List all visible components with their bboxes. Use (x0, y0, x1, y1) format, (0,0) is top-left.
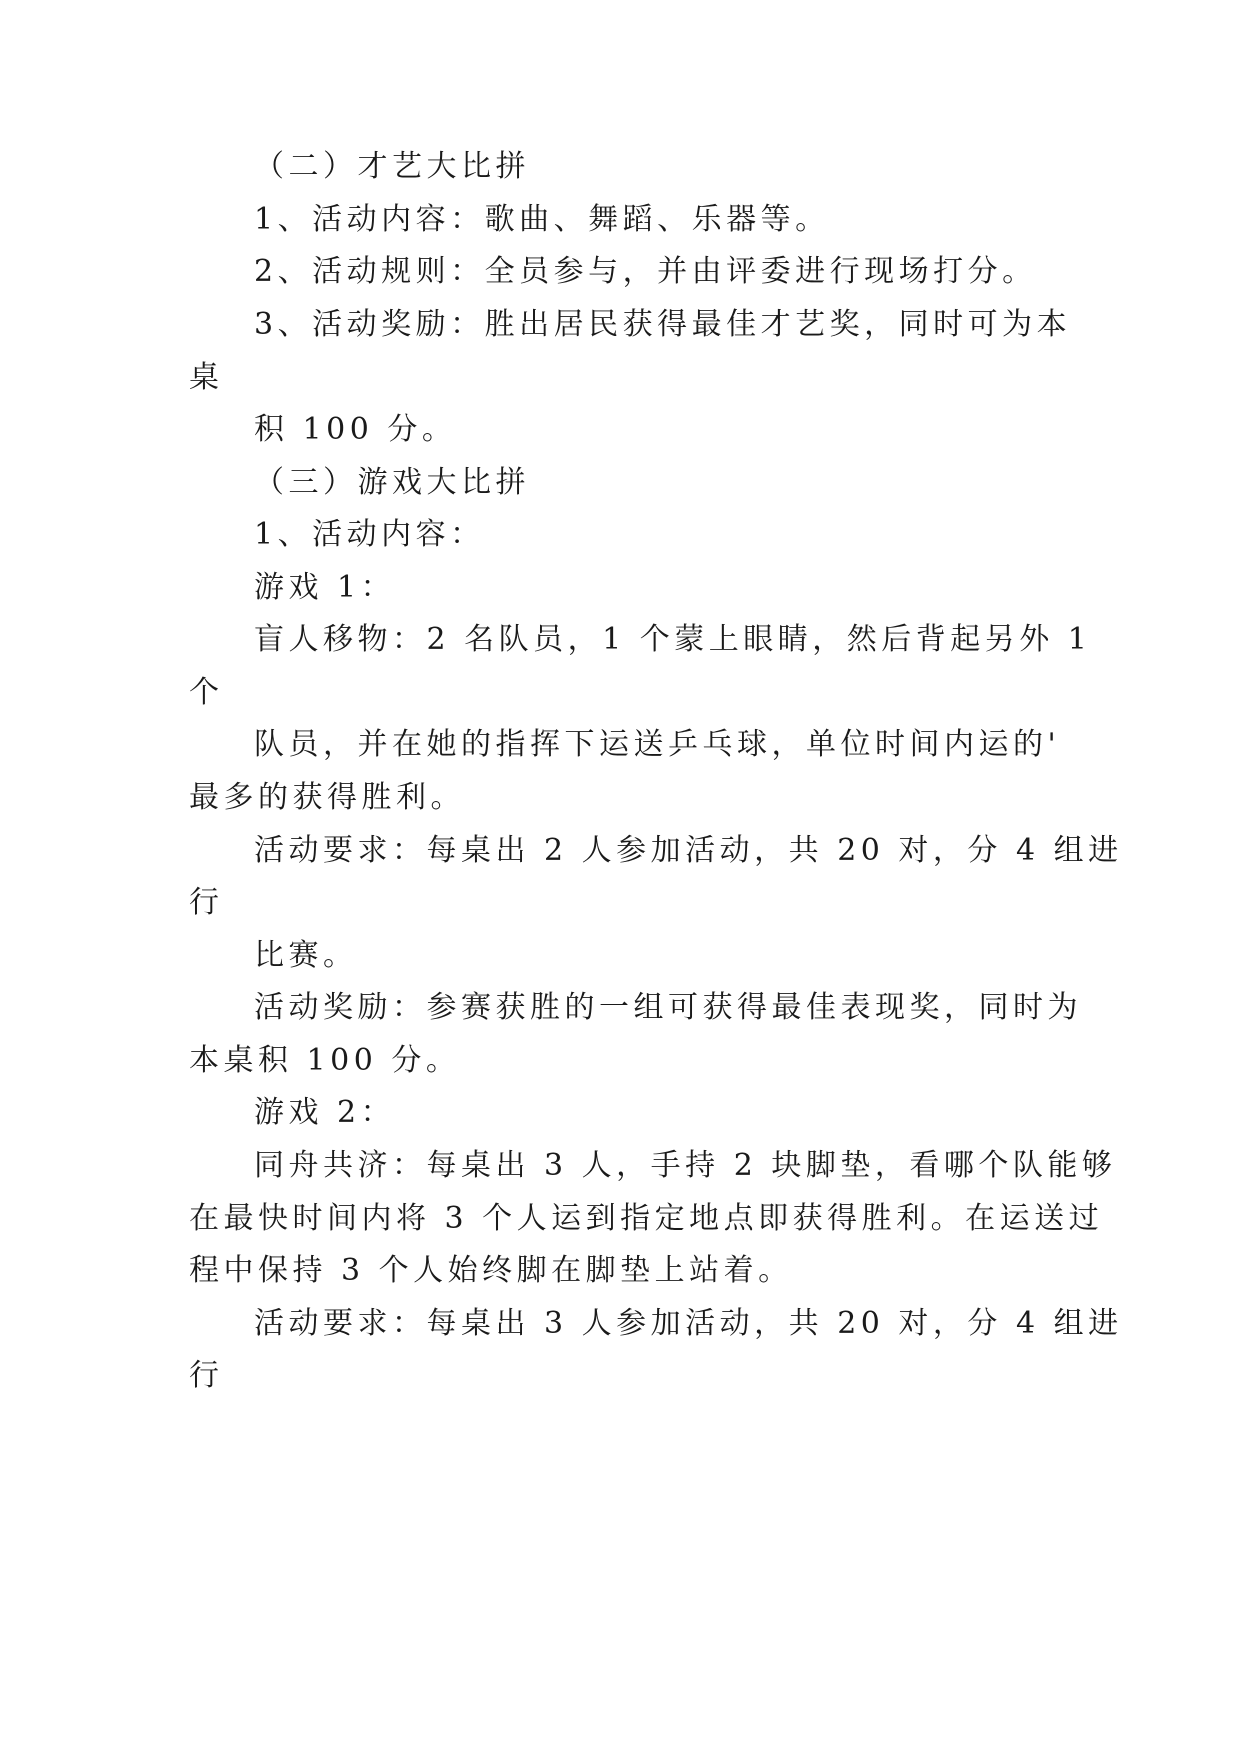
paragraph-line: 比赛。 (254, 938, 358, 973)
paragraph-line: 3、活动奖励：胜出居民获得最佳才艺奖，同时可为本 (254, 307, 1072, 342)
section-heading-games: （三）游戏大比拼 (254, 465, 530, 500)
paragraph-line: 本桌积 100 分。 (189, 1043, 461, 1078)
paragraph-line: 游戏 1： (254, 570, 396, 605)
paragraph-line: 2、活动规则：全员参与，并由评委进行现场打分。 (254, 254, 1037, 289)
paragraph-line: 活动要求：每桌出 3 人参加活动，共 20 对，分 4 组进 (254, 1306, 1123, 1341)
paragraph-line: 行 (189, 885, 224, 920)
paragraph-line: 游戏 2： (254, 1095, 396, 1130)
paragraph-line: 程中保持 3 个人始终脚在脚垫上站着。 (189, 1253, 793, 1288)
paragraph-line: 最多的获得胜利。 (189, 780, 465, 815)
paragraph-line: 积 100 分。 (254, 412, 457, 447)
paragraph-line: 桌 (189, 360, 224, 395)
paragraph-line: 在最快时间内将 3 个人运到指定地点即获得胜利。在运送过 (189, 1201, 1104, 1236)
paragraph-line: 同舟共济：每桌出 3 人，手持 2 块脚垫，看哪个队能够 (254, 1148, 1117, 1183)
section-heading-talent: （二）才艺大比拼 (254, 149, 530, 184)
paragraph-line: 活动要求：每桌出 2 人参加活动，共 20 对，分 4 组进 (254, 833, 1123, 868)
paragraph-line: 行 (189, 1358, 224, 1393)
paragraph-line: 1、活动内容：歌曲、舞蹈、乐器等。 (254, 202, 830, 237)
paragraph-line: 个 (189, 675, 224, 710)
paragraph-line: 1、活动内容： (254, 517, 485, 552)
paragraph-line: 队员，并在她的指挥下运送乒乓球，单位时间内运的' (254, 727, 1061, 762)
paragraph-line: 盲人移物：2 名队员，1 个蒙上眼睛，然后背起另外 1 (254, 622, 1092, 657)
paragraph-line: 活动奖励：参赛获胜的一组可获得最佳表现奖，同时为 (254, 990, 1082, 1025)
